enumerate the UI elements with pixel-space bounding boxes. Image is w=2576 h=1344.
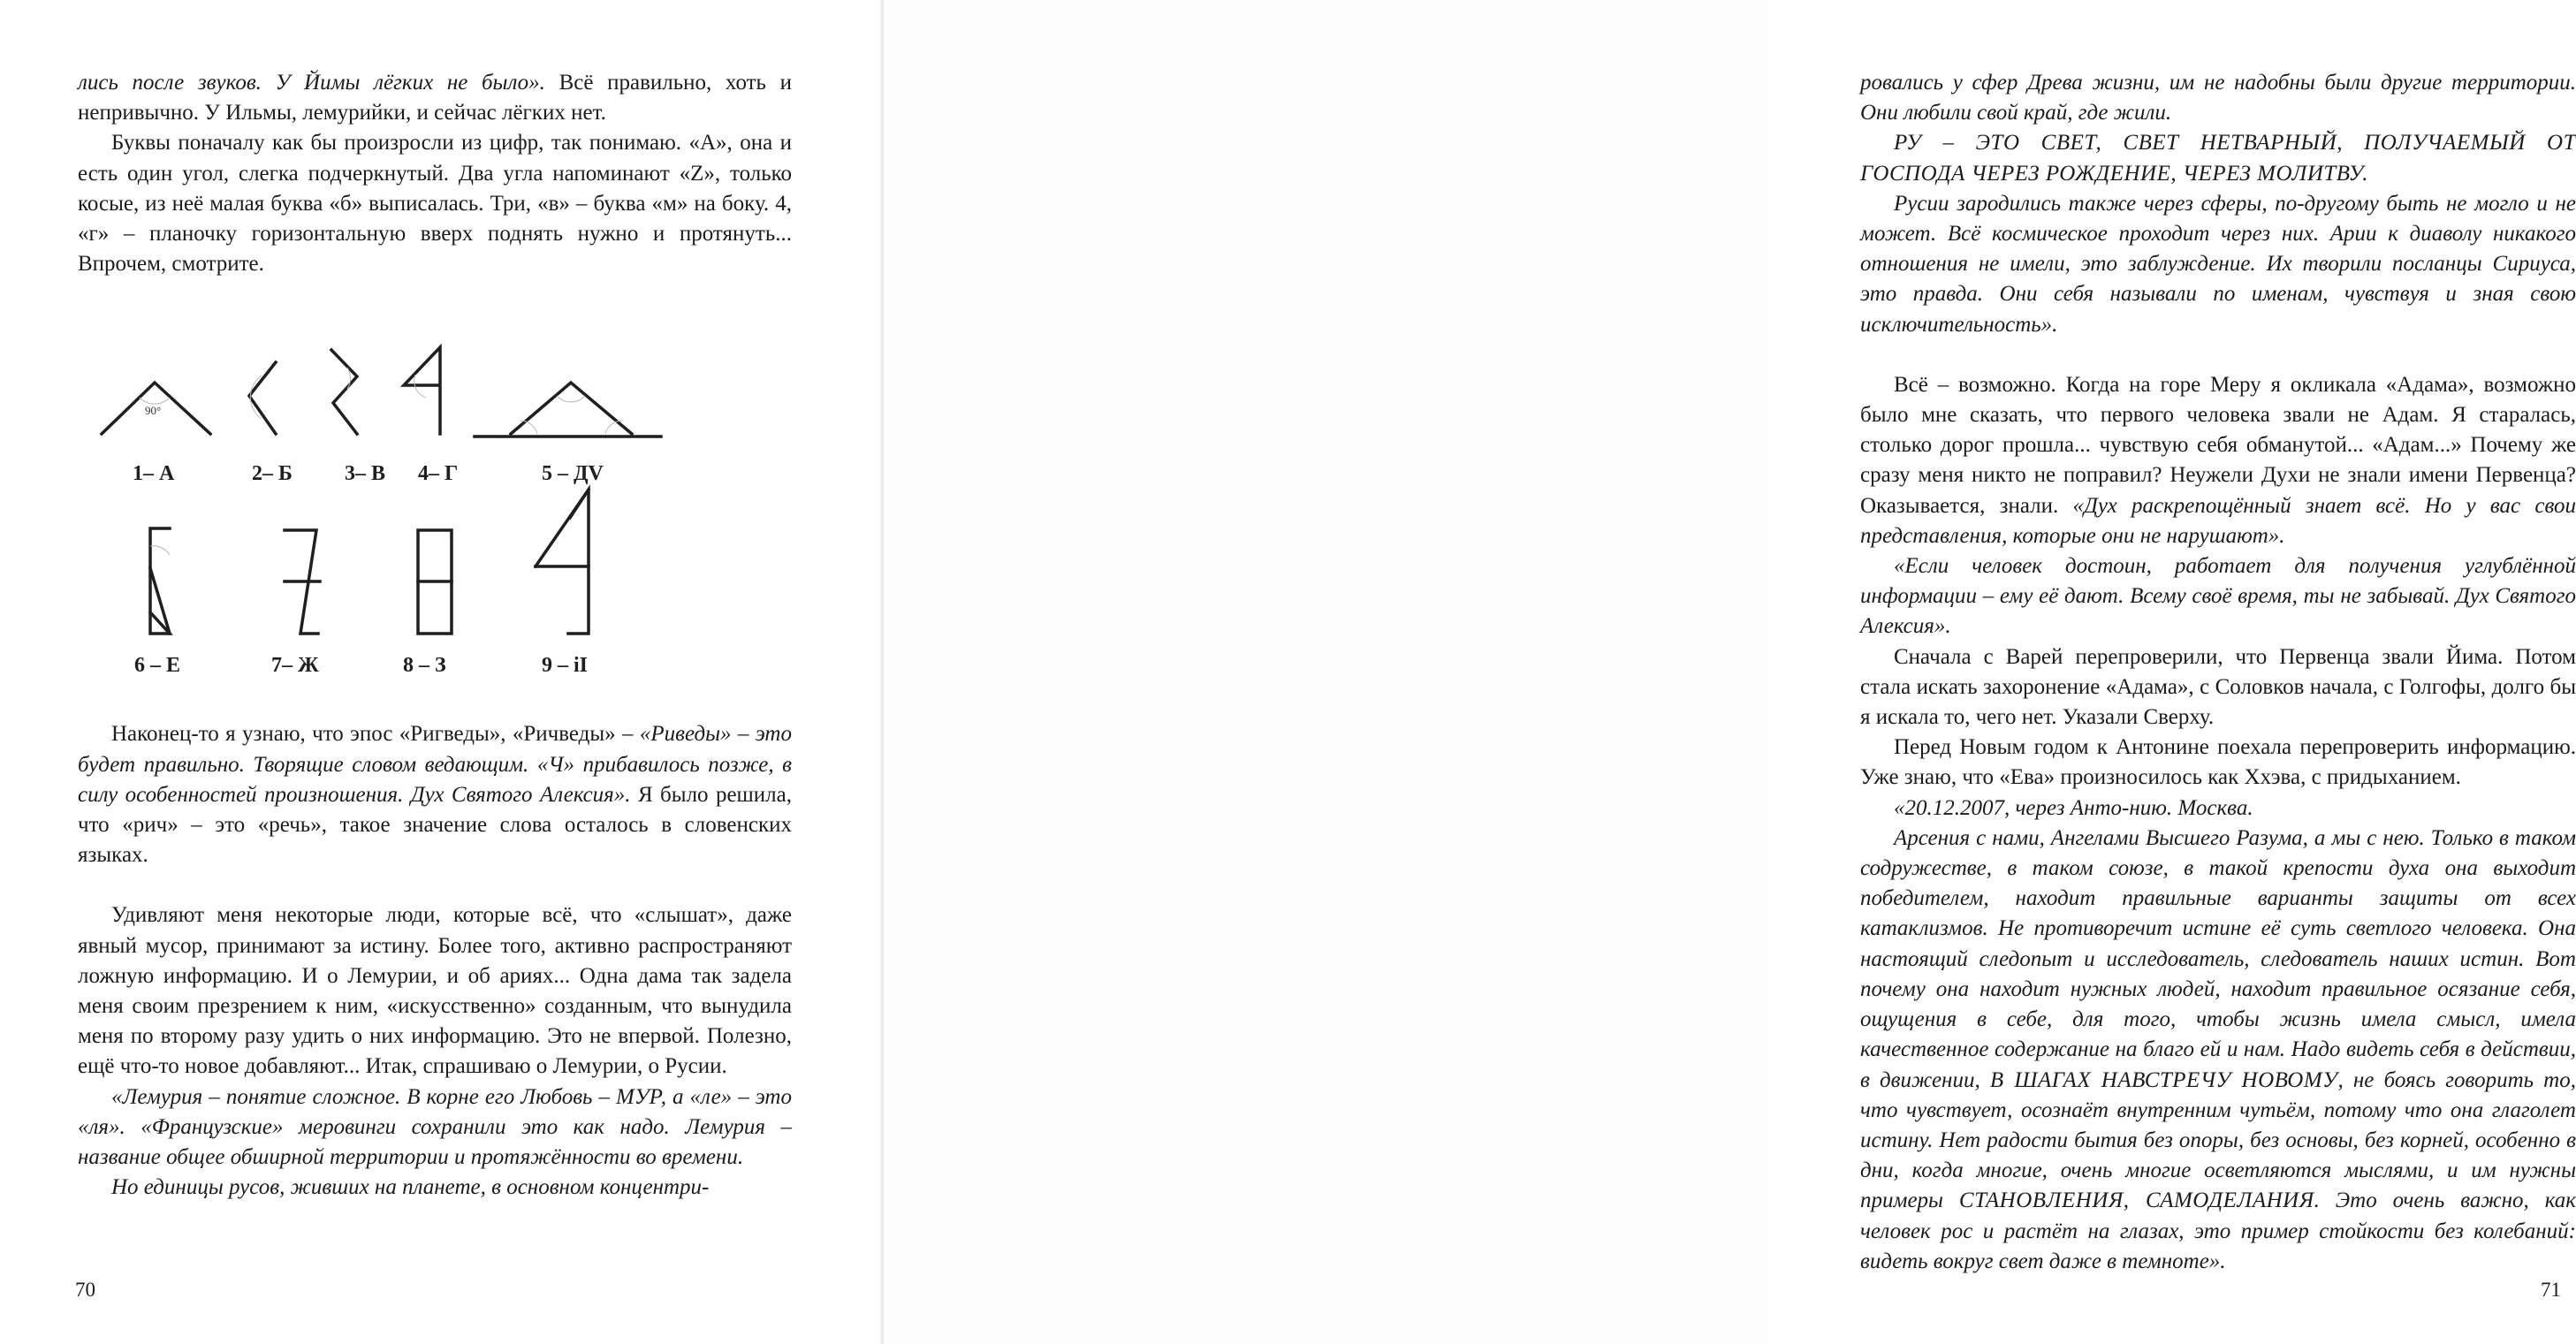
glyph-9-i	[536, 490, 589, 634]
glyph-4-g	[404, 347, 440, 434]
glyph-3-v	[331, 350, 357, 434]
paragraph: Буквы поначалу как бы произросли из цифр, так понимаю. «А», она и есть один угол, слегка подчеркнутый. Два угла напоминают «Z», только косые, из неё малая буква «б» выписалась. Три, «в» – буква «м» на боку. 4, «г» – планочку горизонтальную вверх поднять нужно и протянуть... Впрочем, смотрите.	[78, 131, 792, 277]
quote-paragraph	[1860, 824, 2576, 1277]
glyph-9-stroke	[568, 490, 589, 634]
glyph-9-diagonal	[536, 490, 589, 566]
angle-arc	[150, 546, 170, 555]
glyph-5-dv	[475, 383, 661, 437]
page-number-right: 71	[2541, 1279, 2561, 1301]
caption-9: 9 – іІ	[542, 654, 589, 678]
paragraph	[78, 68, 792, 128]
caps-text: В ШАГАХ НАВСТРЕЧУ НОВОМУ	[1989, 1067, 2338, 1092]
caption-8: 8 – З	[403, 654, 446, 678]
quote-paragraph: «Если человек достоин, работает для получения углублённой информации – ему её дают. Всему своё время, ты не забывай. Дух Святого Алексия».	[1860, 554, 2576, 639]
caption-1: 1– А	[133, 462, 175, 486]
body-text: Всё – возможно. Когда на горе Меру я окликала «Адама», возможно было мне сказать, что первого человека звали не Адам. Я старалась, столько дорог прошла... чувствую себя обманутой... «Адам...» Почему же сразу меня никто не поправил? Неужели Духи не знали имени Первенца? Оказывается, знали.	[1860, 372, 2576, 518]
glyph-2-stroke	[249, 362, 276, 434]
glyph-5-stroke	[511, 383, 632, 434]
left-text-column	[78, 68, 792, 1203]
glyph-4-stroke	[404, 347, 440, 434]
paragraph: Перед Новым годом к Антонине поехала перепроверить информацию. Уже знаю, что «Ева» произносилось как Ххэва, с придыханием.	[1860, 735, 2576, 790]
caption-6: 6 – Е	[134, 654, 181, 678]
glyph-8-z	[418, 530, 452, 634]
caption-7: 7– Ж	[271, 654, 319, 678]
caps-text: СТАНОВЛЕНИЯ, САМОДЕЛАНИЯ	[1958, 1188, 2314, 1213]
caption-5: 5 – ДV	[542, 462, 604, 486]
angle-label: 90°	[145, 404, 162, 418]
glyph-3-stroke	[331, 350, 357, 434]
paragraph	[78, 719, 792, 870]
glyph-6-e	[150, 528, 170, 634]
quote-paragraph: Но единицы русов, живших на планете, в основном концентри-	[111, 1175, 710, 1200]
glyph-2-b	[249, 362, 276, 434]
paragraph	[1860, 370, 2576, 551]
body-text: Всё правильно, хоть и непривычно. У Ильмы, лемурийки, и сейчас лёгких нет.	[78, 71, 792, 125]
quote-paragraph: ровались у сфер Древа жизни, им не надобны были другие территории. Они любили свой край, где жили.	[1860, 71, 2576, 125]
letters-figure	[97, 334, 769, 677]
angle-arc	[557, 396, 585, 402]
quote-paragraph: Русии зародились также через сферы, по-другому быть не могло и не может. Всё космическое проходит через них. Арии к диаволу никакого отношения не имели, это заблуждение. Их творили посланцы Сириуса, это правда. Они себя называли по именам, чувствуя и зная свою исключительность».	[1860, 191, 2576, 337]
caption-4: 4– Г	[418, 462, 459, 486]
caption-3: 3– В	[345, 462, 386, 486]
page-number-left: 70	[75, 1279, 95, 1301]
quote-text: Арсения с нами, Ангелами Высшего Разума, а мы с нею. Только в таком содружестве, в таком союзе, в такой крепости духа она выходит победителем, находит правильные варианты защиты от всех катаклизмов. Не противоречит истине её суть светлого человека. Она настоящий следопыт и исследователь, следователь наших истин. Вот почему она находит нужных людей, находит правильное осязание себя, ощущения в себе, для того, чтобы жизнь имела смысл, имела качественное содержание на благо ей и нам. Надо видеть себя в действии, в движении,	[1860, 825, 2576, 1092]
quote-text: , не боясь говорить то, что чувствует, осознаёт внутренним чутьём, потому что она глаголет истину. Нет радости бытия без опоры, без основы, без корней, особенно в дни, когда многие, очень многие осветляются мыслями, и им нужны примеры	[1860, 1067, 2576, 1213]
paragraph: Сначала с Варей перепроверили, что Первенца звали Йима. Потом стала искать захоронение «Адама», с Соловков начала, с Голгофы, долго бы я искала то, чего нет. Указали Сверху.	[1860, 644, 2576, 730]
quote-paragraph: «Лемурия – понятие сложное. В корне его Любовь – МУР, а «ле» – это «ля». «Французские» меровинги сохранили это как надо. Лемурия – название общее обширной территории и протяжённости во времени.	[78, 1084, 792, 1170]
glyph-7-zh	[285, 530, 320, 634]
right-page	[884, 0, 2576, 1344]
quote-text: . Это очень важно, как человек рос и растёт на глазах, это пример стойкости без колебаний: видеть вокруг свет даже в темноте».	[1860, 1188, 2576, 1273]
angle-arc	[140, 398, 170, 404]
quote-text: лись после звуков. У Йимы лёгких не было».	[78, 71, 545, 95]
glyph-1-a	[102, 383, 210, 434]
quote-text: «Риведы» – это будет правильно. Творящие словом ведающим. «Ч» прибавилось позже, в силу особенностей произношения. Дух Святого Алексия».	[78, 722, 792, 807]
quote-date-line: «20.12.2007, через Анто-нию. Москва.	[1894, 795, 2253, 820]
body-text: Я было решила, что «рич» – это «речь», такое значение слова осталось в словенских языках.	[78, 782, 792, 868]
body-text: Наконец-то я узнаю, что эпос «Ригведы», «Ричведы» –	[111, 722, 640, 747]
caption-2: 2– Б	[252, 462, 293, 486]
left-page	[0, 0, 884, 1344]
caps-paragraph: РУ – ЭТО СВЕТ, СВЕТ НЕТВАРНЫЙ, ПОЛУЧАЕМЫЙ ОТ ГОСПОДА ЧЕРЕЗ РОЖДЕНИЕ, ЧЕРЕЗ МОЛИТВУ.	[1860, 131, 2576, 186]
right-text-column	[1860, 68, 2576, 1277]
paragraph: Удивляют меня некоторые люди, которые всё, что «слышат», даже явный мусор, принимают за истину. Более того, активно распространяют ложную информацию. И о Лемурии, и об ариях... Одна дама так задела меня своим презрением к ним, «искусственно» созданным, что вынудила меня по второму разу удить о них информацию. Это не впервой. Полезно, ещё что-то новое добавляют... Итак, спрашиваю о Лемурии, о Русии.	[78, 903, 792, 1079]
quote-text: «Дух раскрепощённый знает всё. Но у вас свои представления, которые они не нарушают».	[1860, 493, 2576, 548]
